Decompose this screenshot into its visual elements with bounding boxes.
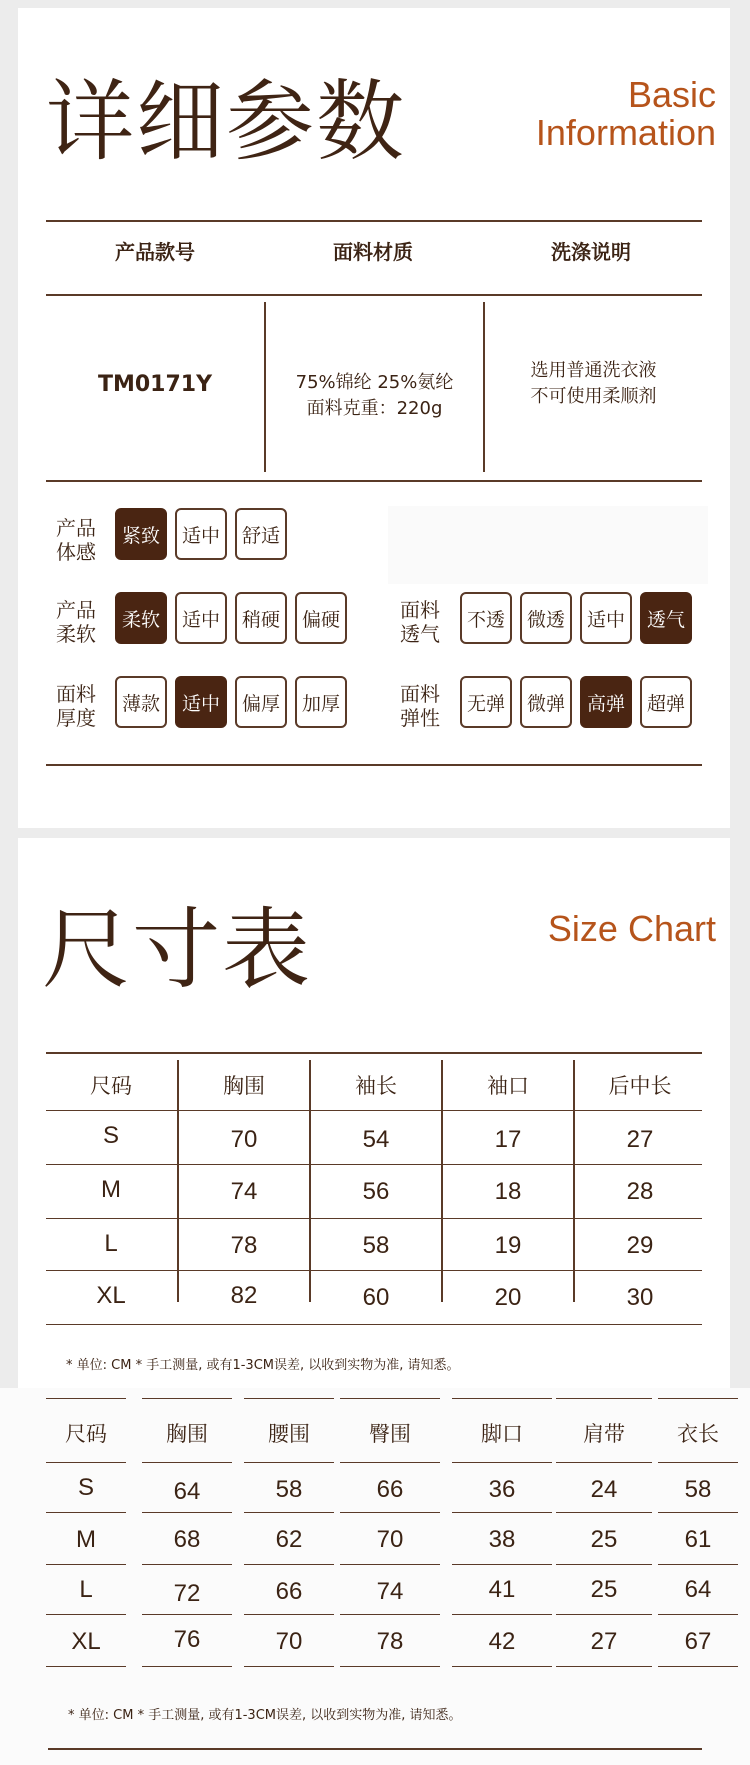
t1-cell: 56 xyxy=(362,1178,390,1205)
size-chart-2 xyxy=(0,1388,750,1765)
header-wash: 洗涤说明 xyxy=(551,240,631,264)
t2-row-divider xyxy=(556,1564,652,1565)
divider xyxy=(46,764,702,766)
t2-row-divider xyxy=(244,1564,334,1565)
t2-row-divider xyxy=(556,1512,652,1513)
t1-header-cuff: 袖口 xyxy=(487,1074,529,1098)
t1-cell: L xyxy=(104,1230,118,1257)
divider xyxy=(46,294,702,296)
t2-row-divider xyxy=(142,1614,232,1615)
t1-cell: 17 xyxy=(494,1126,522,1153)
t2-header-hip: 臀围 xyxy=(369,1422,411,1446)
t2-cell: 24 xyxy=(590,1476,618,1503)
thickness-option-medium: 适中 xyxy=(175,676,227,728)
t2-cell: 78 xyxy=(376,1628,404,1655)
t1-cell: 19 xyxy=(494,1232,522,1259)
measurement-note: * 单位: CM * 手工测量, 或有1-3CM误差, 以收到实物为准, 请知悉。 xyxy=(66,1358,460,1373)
row-divider xyxy=(46,1218,702,1219)
t2-cell: 25 xyxy=(590,1576,618,1603)
t2-cell: 38 xyxy=(488,1526,516,1553)
row-divider xyxy=(46,1324,702,1325)
t1-cell: S xyxy=(102,1122,119,1149)
t2-row-divider xyxy=(340,1512,440,1513)
t2-row-divider xyxy=(46,1462,126,1463)
t2-row-divider xyxy=(142,1398,232,1399)
t1-cell: 27 xyxy=(626,1126,654,1153)
t1-cell: 18 xyxy=(494,1178,522,1205)
t2-row-divider xyxy=(142,1462,232,1463)
size-title-en: Size Chart xyxy=(547,908,716,949)
t2-cell: 66 xyxy=(275,1578,303,1605)
t2-header-strap: 肩带 xyxy=(583,1422,625,1446)
t2-row-divider xyxy=(658,1564,738,1565)
t2-header-length: 衣长 xyxy=(677,1422,719,1446)
thickness-option-extra-thick: 加厚 xyxy=(295,676,347,728)
t2-row-divider xyxy=(46,1398,126,1399)
t2-row-divider xyxy=(46,1614,126,1615)
header-material: 面料材质 xyxy=(333,240,413,264)
model-number: TM0171Y xyxy=(97,372,213,397)
elasticity-label: 面料 弹性 xyxy=(400,682,440,730)
divider xyxy=(46,480,702,482)
size-chart-card xyxy=(18,838,730,1388)
t2-cell: 36 xyxy=(488,1476,516,1503)
softness-option-medium: 适中 xyxy=(175,592,227,644)
header-model: 产品款号 xyxy=(115,240,195,264)
t2-cell: 61 xyxy=(684,1526,712,1553)
wash-line-1: 选用普通洗衣液 xyxy=(530,360,657,381)
fit-option-comfortable: 舒适 xyxy=(235,508,287,560)
breathability-label: 面料 透气 xyxy=(400,598,440,646)
t2-cell: 70 xyxy=(275,1628,303,1655)
t2-cell: 70 xyxy=(376,1526,404,1553)
t1-cell: M xyxy=(101,1176,121,1203)
t2-row-divider xyxy=(46,1564,126,1565)
basic-info-card xyxy=(18,8,730,828)
t2-row-divider xyxy=(658,1666,738,1667)
t2-row-divider xyxy=(556,1614,652,1615)
t2-row-divider xyxy=(556,1462,652,1463)
t1-header-back-length: 后中长 xyxy=(608,1074,672,1098)
row-divider xyxy=(46,1164,702,1165)
elasticity-option-none: 无弹 xyxy=(460,676,512,728)
t2-cell: 74 xyxy=(376,1578,404,1605)
t2-cell: 62 xyxy=(275,1526,303,1553)
t2-row-divider xyxy=(244,1614,334,1615)
t2-header-leg-opening: 脚口 xyxy=(481,1422,523,1446)
t2-cell: 72 xyxy=(173,1580,201,1607)
t2-cell: 67 xyxy=(684,1628,712,1655)
t2-cell: L xyxy=(79,1576,93,1603)
t2-row-divider xyxy=(658,1512,738,1513)
fit-label: 产品 体感 xyxy=(56,516,96,564)
t1-cell: 58 xyxy=(362,1232,390,1259)
thickness-option-thin: 薄款 xyxy=(115,676,167,728)
t1-cell: 60 xyxy=(362,1284,390,1311)
wash-line-2: 不可使用柔顺剂 xyxy=(530,386,657,407)
divider xyxy=(46,220,702,222)
fit-option-tight: 紧致 xyxy=(115,508,167,560)
softness-option-hard: 偏硬 xyxy=(295,592,347,644)
t1-cell: 74 xyxy=(230,1178,258,1205)
size-title-cn: 尺寸表 xyxy=(42,898,313,1001)
t2-row-divider xyxy=(244,1512,334,1513)
breathability-option-medium: 适中 xyxy=(580,592,632,644)
t2-row-divider xyxy=(244,1398,334,1399)
t1-cell: 30 xyxy=(626,1284,654,1311)
t2-row-divider xyxy=(452,1564,552,1565)
t1-cell: 70 xyxy=(230,1126,258,1153)
basic-title-en-line1: Basic xyxy=(627,74,716,115)
basic-title-en-line2: Information xyxy=(535,112,716,153)
t2-cell: 64 xyxy=(684,1576,712,1603)
t1-cell: XL xyxy=(96,1282,126,1309)
t2-cell: 58 xyxy=(684,1476,712,1503)
breathability-option-breathable: 透气 xyxy=(640,592,692,644)
t2-row-divider xyxy=(244,1462,334,1463)
t2-cell: XL xyxy=(71,1628,101,1655)
t2-row-divider xyxy=(452,1462,552,1463)
t2-row-divider xyxy=(340,1614,440,1615)
t2-row-divider xyxy=(452,1614,552,1615)
t2-row-divider xyxy=(46,1512,126,1513)
t2-row-divider xyxy=(142,1564,232,1565)
t1-cell: 78 xyxy=(230,1232,258,1259)
t1-header-chest: 胸围 xyxy=(223,1074,265,1098)
thickness-label: 面料 厚度 xyxy=(56,682,96,730)
t2-row-divider xyxy=(340,1666,440,1667)
t2-row-divider xyxy=(658,1614,738,1615)
elasticity-option-super: 超弹 xyxy=(640,676,692,728)
blank-area xyxy=(388,506,708,584)
t1-header-size: 尺码 xyxy=(90,1074,132,1098)
row-divider xyxy=(46,1270,702,1271)
softness-label: 产品 柔软 xyxy=(56,598,96,646)
softness-option-soft: 柔软 xyxy=(115,592,167,644)
t2-cell: 68 xyxy=(173,1526,201,1553)
t1-cell: 28 xyxy=(626,1178,654,1205)
t2-row-divider xyxy=(452,1398,552,1399)
t1-cell: 82 xyxy=(230,1282,258,1309)
divider xyxy=(48,1748,702,1750)
basic-title-cn: 详细参数 xyxy=(46,70,407,173)
t2-cell: 42 xyxy=(488,1628,516,1655)
t1-cell: 20 xyxy=(494,1284,522,1311)
t2-cell: 41 xyxy=(488,1576,516,1603)
t2-row-divider xyxy=(556,1398,652,1399)
t1-cell: 54 xyxy=(362,1126,390,1153)
basic-title-en xyxy=(536,76,716,152)
elasticity-option-slight: 微弹 xyxy=(520,676,572,728)
t2-row-divider xyxy=(658,1398,738,1399)
t2-header-waist: 腰围 xyxy=(268,1422,310,1446)
t2-header-chest: 胸围 xyxy=(166,1422,208,1446)
t2-cell: 66 xyxy=(376,1476,404,1503)
wash-info xyxy=(485,358,702,410)
breathability-option-slight: 微透 xyxy=(520,592,572,644)
t1-header-sleeve: 袖长 xyxy=(355,1074,397,1098)
t2-cell: S xyxy=(77,1474,94,1501)
t2-row-divider xyxy=(340,1462,440,1463)
divider xyxy=(46,1052,702,1054)
t2-cell: 64 xyxy=(173,1478,201,1505)
t2-row-divider xyxy=(452,1512,552,1513)
t2-row-divider xyxy=(142,1666,232,1667)
t2-row-divider xyxy=(340,1398,440,1399)
fit-option-medium: 适中 xyxy=(175,508,227,560)
t2-cell: 76 xyxy=(173,1626,201,1653)
material-info xyxy=(266,370,483,422)
row-divider xyxy=(46,1110,702,1111)
thickness-option-thick: 偏厚 xyxy=(235,676,287,728)
measurement-note: * 单位: CM * 手工测量, 或有1-3CM误差, 以收到实物为准, 请知悉。 xyxy=(68,1708,462,1723)
t2-row-divider xyxy=(452,1666,552,1667)
t2-row-divider xyxy=(340,1564,440,1565)
fabric-weight: 面料克重：220g xyxy=(306,398,443,419)
softness-option-slightly-hard: 稍硬 xyxy=(235,592,287,644)
t1-cell: 29 xyxy=(626,1232,654,1259)
t2-cell: 58 xyxy=(275,1476,303,1503)
t2-cell: 27 xyxy=(590,1628,618,1655)
t2-row-divider xyxy=(142,1512,232,1513)
t2-cell: M xyxy=(76,1526,96,1553)
t2-row-divider xyxy=(658,1462,738,1463)
material-composition: 75%锦纶 25%氨纶 xyxy=(295,372,454,393)
breathability-option-none: 不透 xyxy=(460,592,512,644)
t2-cell: 25 xyxy=(590,1526,618,1553)
t2-header-size: 尺码 xyxy=(65,1422,107,1446)
elasticity-option-high: 高弹 xyxy=(580,676,632,728)
t2-row-divider xyxy=(556,1666,652,1667)
t2-row-divider xyxy=(244,1666,334,1667)
t2-row-divider xyxy=(46,1666,126,1667)
